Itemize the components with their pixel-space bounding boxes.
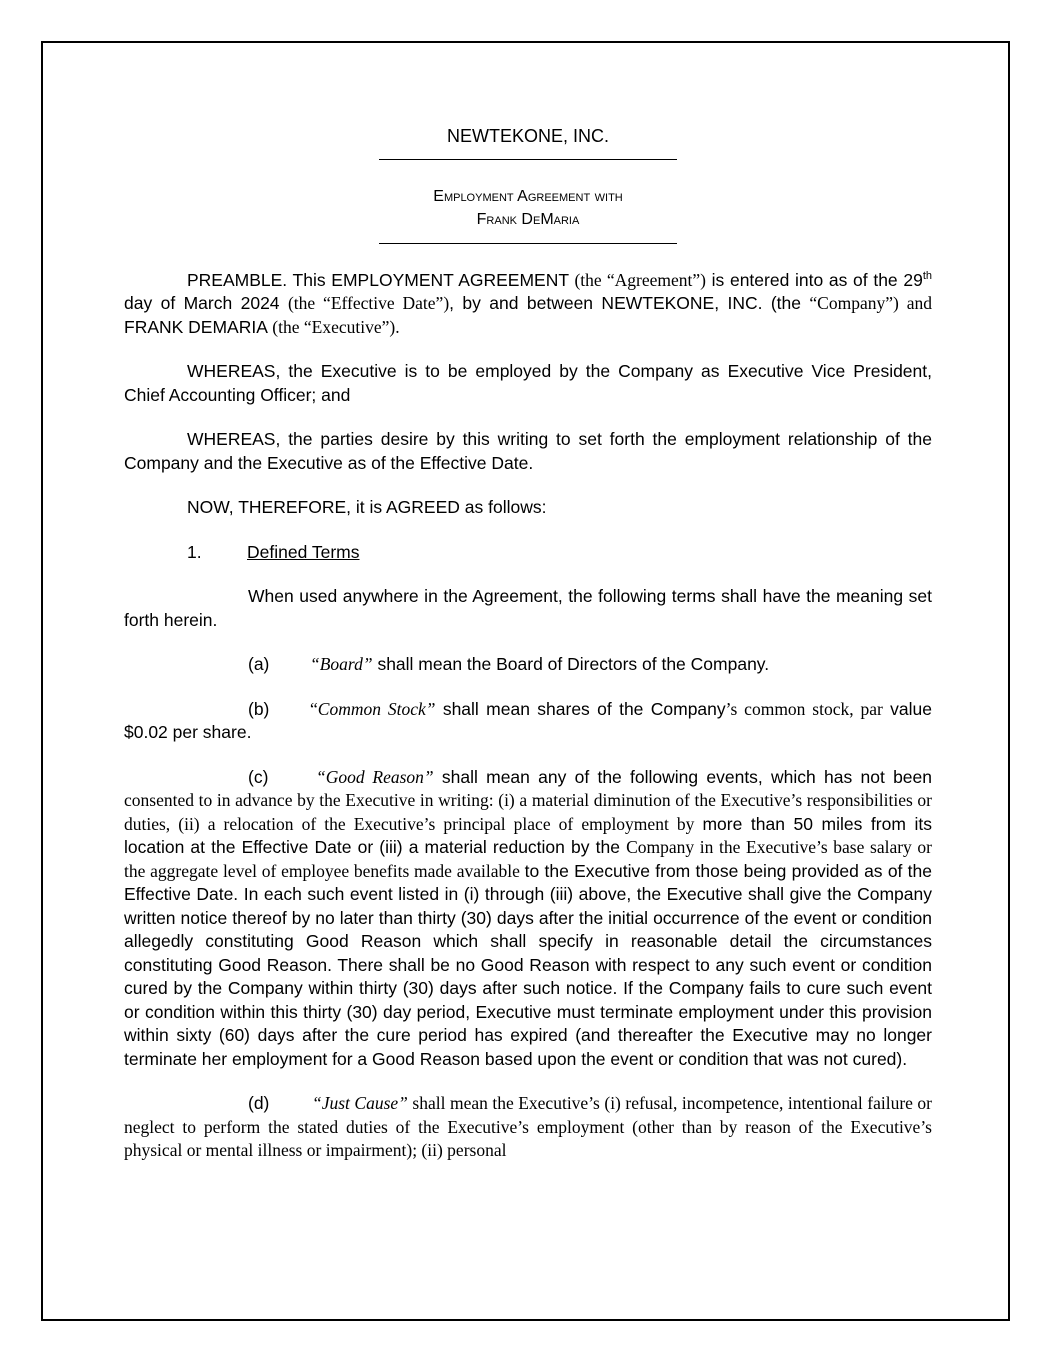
preamble-text: (the “Agreement”)	[574, 269, 706, 290]
definition-label: (b)	[248, 698, 270, 719]
defined-term: “Just Cause”	[312, 1093, 408, 1113]
definition-d	[124, 1092, 932, 1163]
title-rule-bottom	[379, 243, 677, 244]
now-therefore-paragraph: NOW, THEREFORE, it is AGREED as follows:	[187, 497, 547, 517]
preamble-superscript: th	[922, 269, 932, 282]
document-title	[124, 185, 932, 231]
definition-a	[124, 653, 932, 677]
preamble-text: (the “Effective Date”)	[287, 293, 450, 313]
preamble-text: This EMPLOYMENT AGREEMENT	[287, 269, 575, 290]
preamble-text: is entered into as of the 29	[705, 269, 923, 290]
definition-text: shall mean the Executive’s (i) refusal, incompetence, intentional failure or neglect to perform the stated duties of the Executive’s employment (other than by reason of the Executive’s physical or mental illness or impairment); (ii) personal	[124, 1093, 932, 1160]
defined-term: “Good Reason”	[316, 766, 434, 787]
title-line-2: Frank DeMaria	[476, 210, 580, 228]
company-name: NEWTEKONE, INC.	[446, 126, 609, 146]
definition-text: shall mean the Board of Directors of the Company.	[372, 654, 770, 674]
preamble-label: PREAMBLE.	[187, 269, 288, 290]
defined-term: “Board”	[310, 654, 373, 674]
whereas-paragraph-2: WHEREAS, the parties desire by this writing to set forth the employment relationship of the Company and the Executive as of the Effective Date.	[124, 429, 932, 473]
definition-label: (d)	[248, 1093, 270, 1113]
defined-term-quote: “	[310, 698, 318, 719]
definitions-intro: When used anywhere in the Agreement, the following terms shall have the meaning set forth herein.	[124, 586, 932, 630]
section-heading	[124, 541, 932, 565]
preamble-text: , by and between NEWTEKONE, INC. (the	[449, 293, 810, 313]
preamble-text: day of March 2024	[124, 293, 288, 313]
preamble-text: FRANK DEMARIA	[124, 316, 268, 337]
title-rule-top	[379, 159, 677, 160]
definition-label: (a)	[248, 654, 270, 674]
definition-c	[124, 766, 932, 1072]
definition-text: more than 50 miles from its location at the Effective Date or (iii) a material reduction by the	[124, 813, 932, 857]
document-page	[124, 118, 932, 1163]
definition-text: shall mean any of the following events, which has not been	[433, 766, 932, 787]
preamble-text: “Company”) and	[809, 293, 932, 313]
definition-text: value $0.02 per share.	[124, 698, 932, 742]
definition-b	[124, 698, 932, 745]
preamble-text: (the “Executive”).	[267, 316, 400, 337]
definition-text: ’s common stock, par	[725, 698, 883, 719]
definition-text: consented to in advance by the Executive in writing: (i) a material diminution of the Executive’s responsibilities or duties, (ii) a relocation of the Executive’s principal place of employment by	[124, 790, 932, 834]
definition-text: Company in the Executive’s base salary or the aggregate level of employee benefits made available	[124, 837, 932, 881]
title-line-1: Employment Agreement with	[433, 187, 623, 205]
definition-text: shall mean shares of the Company	[435, 698, 726, 719]
preamble-paragraph	[124, 269, 932, 340]
whereas-paragraph-1: WHEREAS, the Executive is to be employed by the Company as Executive Vice President, Chief Accounting Officer; and	[124, 361, 932, 405]
definition-label: (c)	[248, 766, 269, 787]
definition-text: to the Executive from those being provided as of the Effective Date. In each such event listed in (i) through (iii) above, the Executive shall give the Company written notice thereof by no later than thirty (30) days after the initial occurrence of the event or condition allegedly constituting Good Reason which shall specify in reasonable detail the circumstances constituting Good Reason. There shall be no Good Reason with respect to any such event or condition cured by the Company within thirty (30) days after such notice. If the Company fails to cure such event or condition within this thirty (30) day period, Executive must terminate employment under this provision within sixty (60) days after the cure period has expired (and thereafter the Executive may no longer terminate her employment for a Good Reason based upon the event or condition that was not cured).	[124, 860, 933, 1069]
section-title: Defined Terms	[247, 541, 360, 562]
section-number: 1.	[187, 541, 202, 562]
defined-term: Common Stock”	[317, 698, 436, 719]
